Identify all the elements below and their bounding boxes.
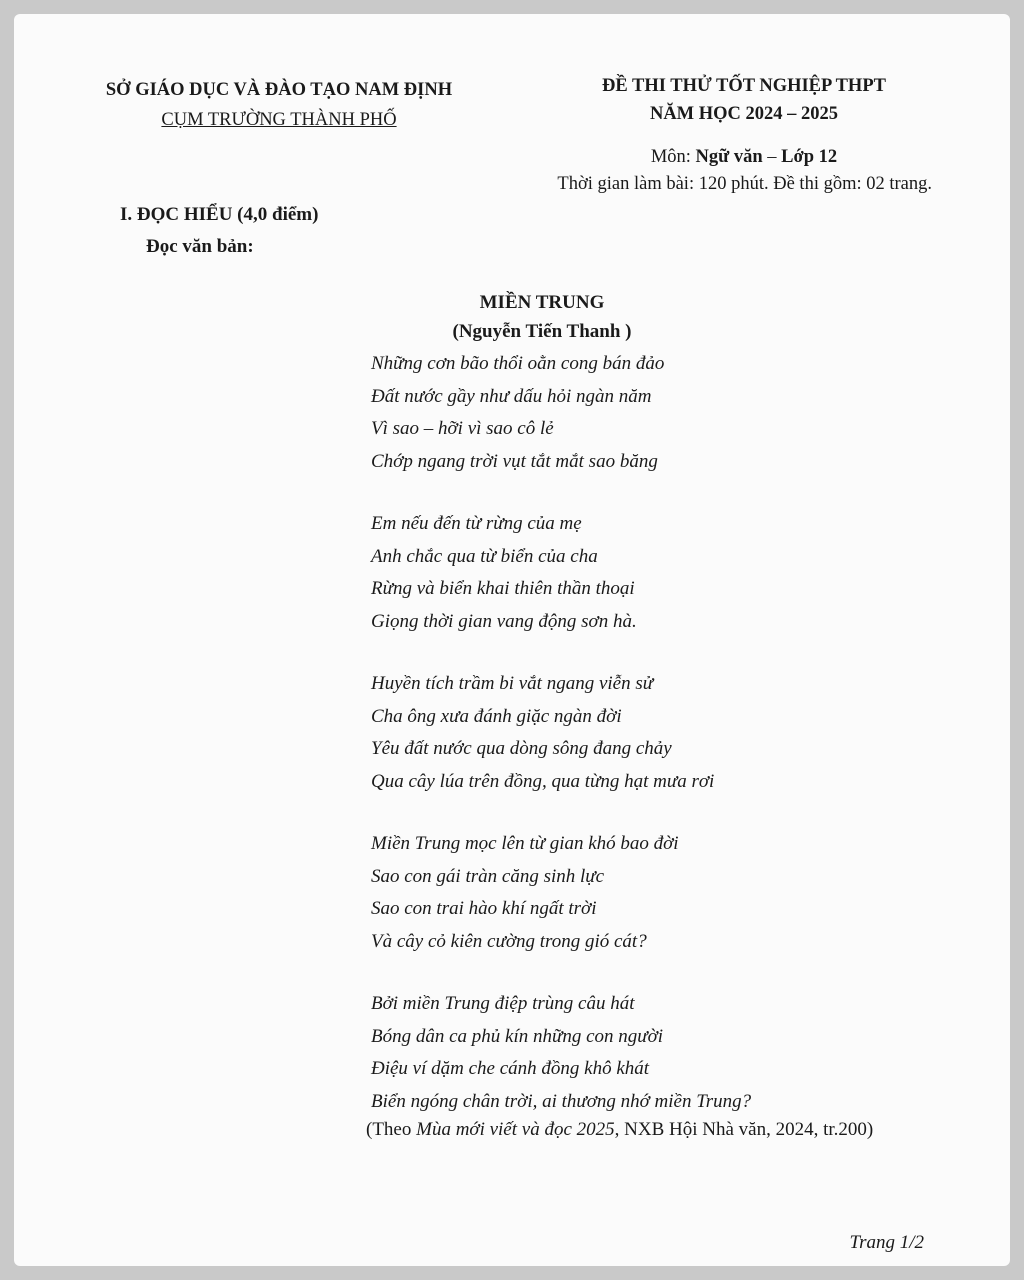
section-title: I. ĐỌC HIỂU (4,0 điểm): [120, 204, 319, 225]
department-name: SỞ GIÁO DỤC VÀ ĐÀO TẠO NAM ĐỊNH: [105, 80, 453, 100]
poem-line: Chớp ngang trời vụt tắt mắt sao băng: [371, 450, 658, 472]
poem-source: [366, 1119, 873, 1141]
source-book: Mùa mới viết và đọc 2025: [416, 1119, 615, 1140]
cluster-name: [94, 110, 464, 131]
school-year: NĂM HỌC 2024 – 2025: [649, 104, 839, 124]
source-suffix: , NXB Hội Nhà văn, 2024, tr.200): [614, 1119, 874, 1140]
section-instruction: Đọc văn bản:: [146, 236, 254, 257]
page-number: Trang 1/2: [849, 1232, 924, 1253]
exam-duration: Thời gian làm bài: 120 phút. Đề thi gồm: 02 trang.: [557, 174, 932, 194]
poem-line: Và cây cỏ kiên cường trong gió cát?: [371, 930, 647, 952]
poem-line: Điệu ví dặm che cánh đồng khô khát: [371, 1058, 650, 1079]
poem-line: Sao con gái tràn căng sinh lực: [371, 865, 605, 887]
poem-stanza-1: [371, 348, 751, 478]
subject-prefix: Môn:: [650, 147, 696, 167]
subject-name: Ngữ văn: [695, 147, 763, 167]
poem-line: Qua cây lúa trên đồng, qua từng hạt mưa rơi: [371, 770, 715, 792]
poem-line: Bóng dân ca phủ kín những con người: [371, 1025, 664, 1047]
poem-line: Huyền tích trầm bi vắt ngang viễn sử: [371, 673, 654, 694]
poem-line: Biển ngóng chân trời, ai thương nhớ miền Trung?: [371, 1090, 752, 1112]
poem-line: Rừng và biển khai thiên thần thoại: [371, 578, 635, 599]
exam-page: [14, 14, 1010, 1266]
grade-name: Lớp 12: [781, 147, 838, 167]
poem-line: Anh chắc qua từ biển của cha: [371, 545, 598, 567]
subject-line: [554, 147, 934, 168]
poem-line: Đất nước gầy như dấu hỏi ngàn năm: [371, 385, 652, 407]
poem-line: Giọng thời gian vang động sơn hà.: [371, 610, 637, 632]
poem-stanza-4: [371, 828, 751, 958]
poem-line: Sao con trai hào khí ngất trời: [371, 898, 597, 919]
poem-line: Yêu đất nước qua dòng sông đang chảy: [371, 738, 672, 759]
poem-title: MIỀN TRUNG: [479, 292, 605, 313]
poem-line: Vì sao – hỡi vì sao cô lẻ: [371, 418, 554, 439]
source-prefix: (Theo: [366, 1119, 417, 1140]
cluster-name-text: CỤM TRƯỜNG THÀNH PHỐ: [161, 110, 397, 130]
poem-author: (Nguyễn Tiến Thanh ): [452, 321, 632, 342]
poem-stanza-3: [371, 668, 751, 798]
exam-title: ĐỀ THI THỬ TỐT NGHIỆP THPT: [602, 76, 886, 96]
poem-line: Cha ông xưa đánh giặc ngàn đời: [371, 705, 622, 727]
poem-line: Bởi miền Trung điệp trùng câu hát: [371, 993, 635, 1014]
poem-body: [371, 348, 751, 1148]
poem-line: Những cơn bão thổi oằn cong bán đảo: [371, 353, 665, 374]
poem-line: Em nếu đến từ rừng của mẹ: [371, 513, 582, 534]
subject-separator: –: [762, 147, 782, 167]
poem-stanza-2: [371, 508, 751, 638]
poem-stanza-5: [371, 988, 751, 1118]
poem-line: Miền Trung mọc lên từ gian khó bao đời: [371, 833, 679, 854]
